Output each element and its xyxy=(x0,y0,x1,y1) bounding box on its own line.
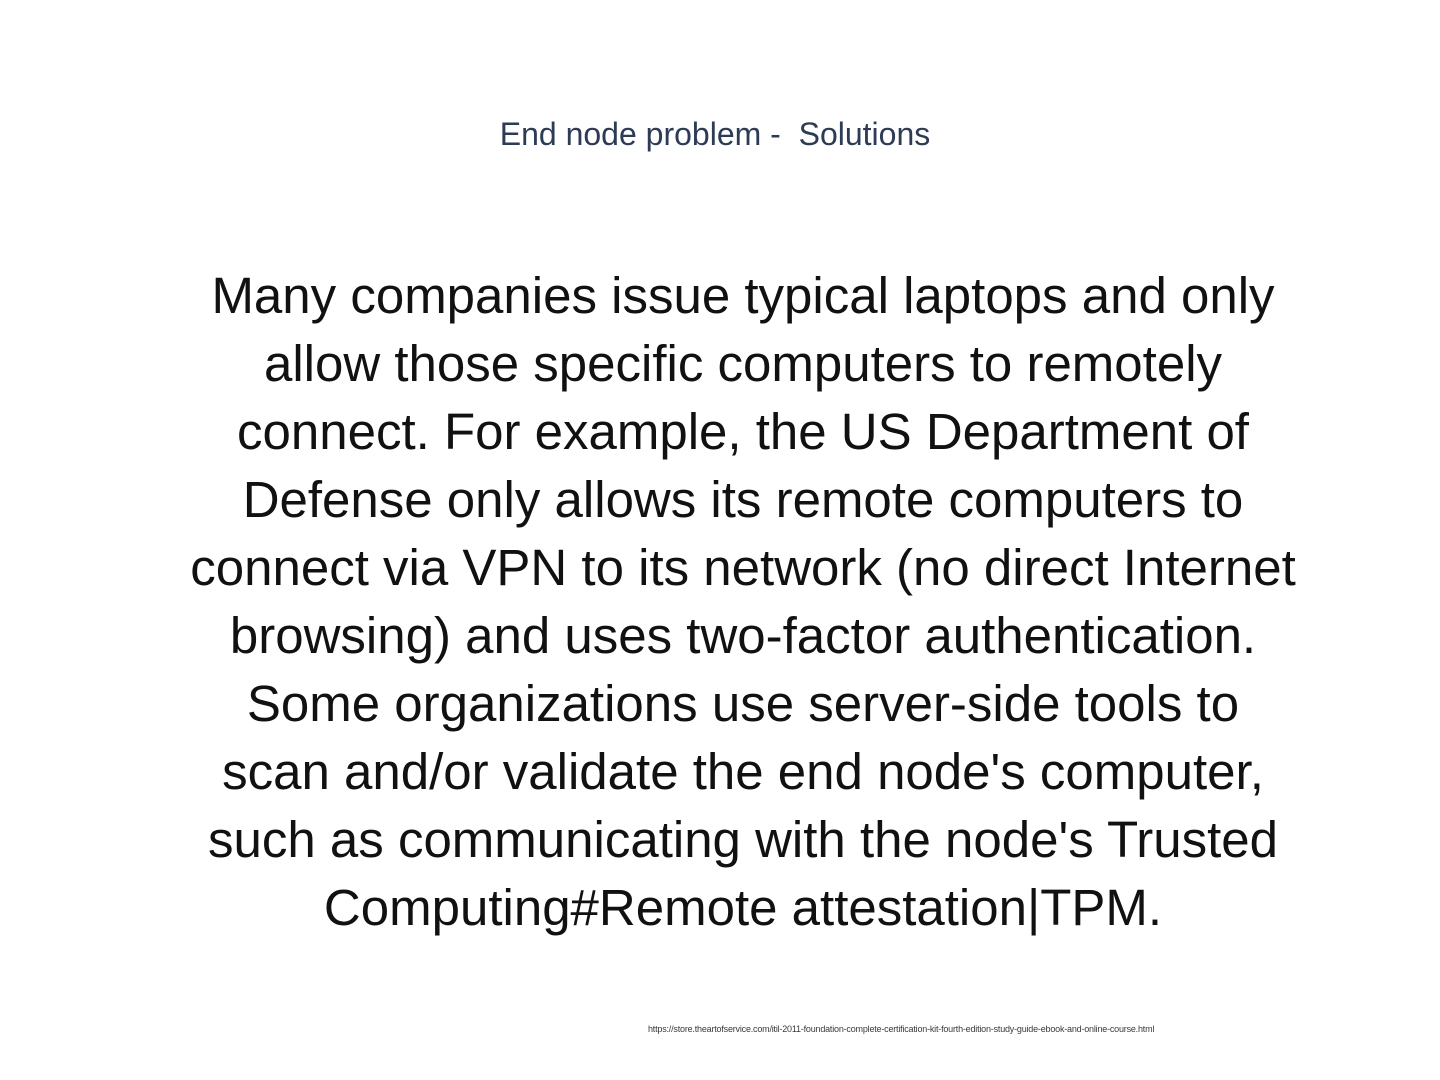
source-url: https://store.theartofservice.com/itil-2011-foundation-complete-certification-kit-fourth-edition-study-guide-ebook-and-online-course.html xyxy=(648,1024,1155,1034)
slide-title: End node problem - Solutions xyxy=(499,116,931,152)
slide-body-text: Many companies issue typical laptops and only allow those specific computers to remotely connect. For example, the US Department of Defense only allows its remote computers to connect via VPN to its network (no direct Internet browsing) and uses two-factor authentication. Some organizations use server-side tools to scan and/or validate the end node's computer, such as communicating with the node's Trusted Computing#Remote attestation|TPM. xyxy=(190,267,1296,936)
